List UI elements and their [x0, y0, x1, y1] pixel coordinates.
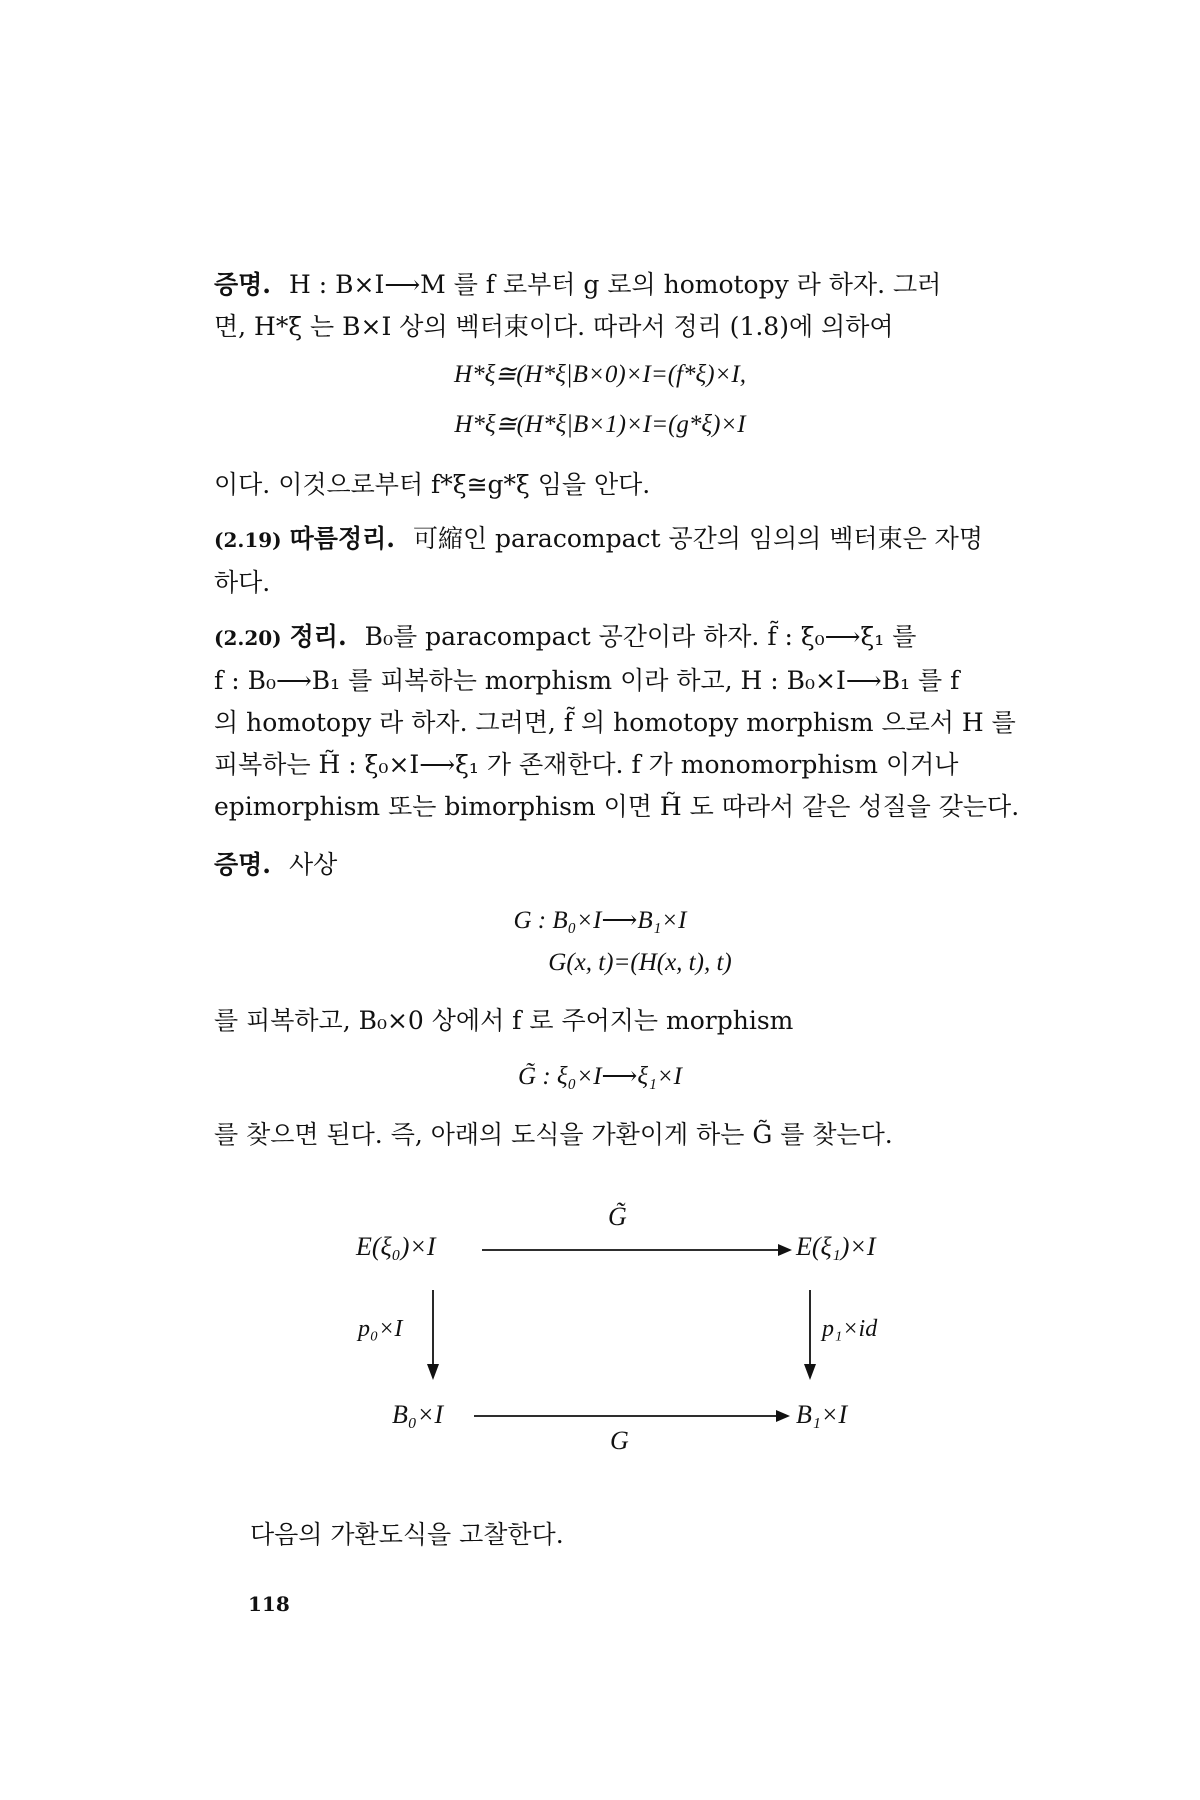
equation-1: H*ξ≅(H*ξ|B×0)×I=(f*ξ)×I, [454, 361, 746, 388]
proof1-conclusion: 이다. 이것으로부터 f*ξ≅g*ξ 임을 안다. [214, 470, 651, 499]
diagram-left-arrow-label: p₀×I [358, 1316, 403, 1342]
proof2-line3: 를 찾으면 된다. 즉, 아래의 도식을 가환이게 하는 G̃ 를 찾는다. [214, 1120, 893, 1149]
equation-3: G : B₀×I⟶B₁×I [513, 907, 687, 934]
proof2-line1 [214, 848, 1064, 882]
equation-4: G(x, t)=(H(x, t), t) [548, 949, 732, 976]
corollary-line1 [214, 522, 1064, 557]
theorem-line4: 피복하는 H̃ : ξ₀×I⟶ξ₁ 가 존재한다. f 가 monomorphism 이거나 [214, 750, 959, 779]
diagram-right-arrow-label: p₁×id [822, 1316, 878, 1342]
theorem-line5: epimorphism 또는 bimorphism 이면 H̃ 도 따라서 같은 성질을 갖는다. [214, 792, 1020, 821]
theorem-number: (2.20) [214, 626, 282, 650]
diagram-top-left: E(ξ₀)×I [356, 1232, 436, 1261]
top-arrow-head [778, 1244, 792, 1256]
proof1-line2: 면, H*ξ 는 B×I 상의 벡터束이다. 따라서 정리 (1.8)에 의하여 [214, 312, 894, 341]
proof1-label: 증명. [214, 270, 272, 299]
theorem-label: 정리. [289, 622, 347, 651]
proof2-label: 증명. [214, 850, 272, 879]
closing-line: 다음의 가환도식을 고찰한다. [250, 1520, 564, 1549]
right-arrow-head [804, 1364, 816, 1380]
diagram-top-right: E(ξ₁)×I [796, 1232, 876, 1261]
left-arrow-head [427, 1364, 439, 1380]
corollary-number: (2.19) [214, 528, 282, 552]
proof2-text1: 사상 [289, 850, 338, 879]
bottom-arrow-head [776, 1410, 790, 1422]
corollary-text1: 可縮인 paracompact 공간의 임의의 벡터束은 자명 [412, 524, 983, 553]
equation-2: H*ξ≅(H*ξ|B×1)×I=(g*ξ)×I [454, 411, 746, 438]
theorem-line3: 의 homotopy 라 하자. 그러면, f̃ 의 homotopy morphism 으로서 H 를 [214, 708, 1016, 737]
corollary-line2: 하다. [214, 568, 271, 597]
proof1-line1 [214, 268, 1064, 302]
theorem-line1 [214, 620, 1064, 655]
theorem-line2: f : B₀⟶B₁ 를 피복하는 morphism 이라 하고, H : B₀×I⟶B₁ 를 f [214, 666, 960, 695]
diagram-bottom-right: B₁×I [796, 1400, 848, 1429]
theorem-text1: B₀를 paracompact 공간이라 하자. f̃ : ξ₀⟶ξ₁ 를 [364, 622, 917, 651]
diagram-bottom-left: B₀×I [392, 1400, 444, 1429]
corollary-label: 따름정리. [289, 524, 395, 553]
proof1-text1: H : B×I⟶M 를 f 로부터 g 로의 homotopy 라 하자. 그러 [289, 270, 942, 299]
diagram-bottom-arrow-label: G [610, 1426, 629, 1455]
equation-5: G̃ : ξ₀×I⟶ξ₁×I [518, 1063, 682, 1090]
diagram-top-arrow-label: G̃ [608, 1202, 627, 1231]
page-number: 118 [248, 1592, 290, 1616]
proof2-line2: 를 피복하고, B₀×0 상에서 f 로 주어지는 morphism [214, 1006, 794, 1035]
